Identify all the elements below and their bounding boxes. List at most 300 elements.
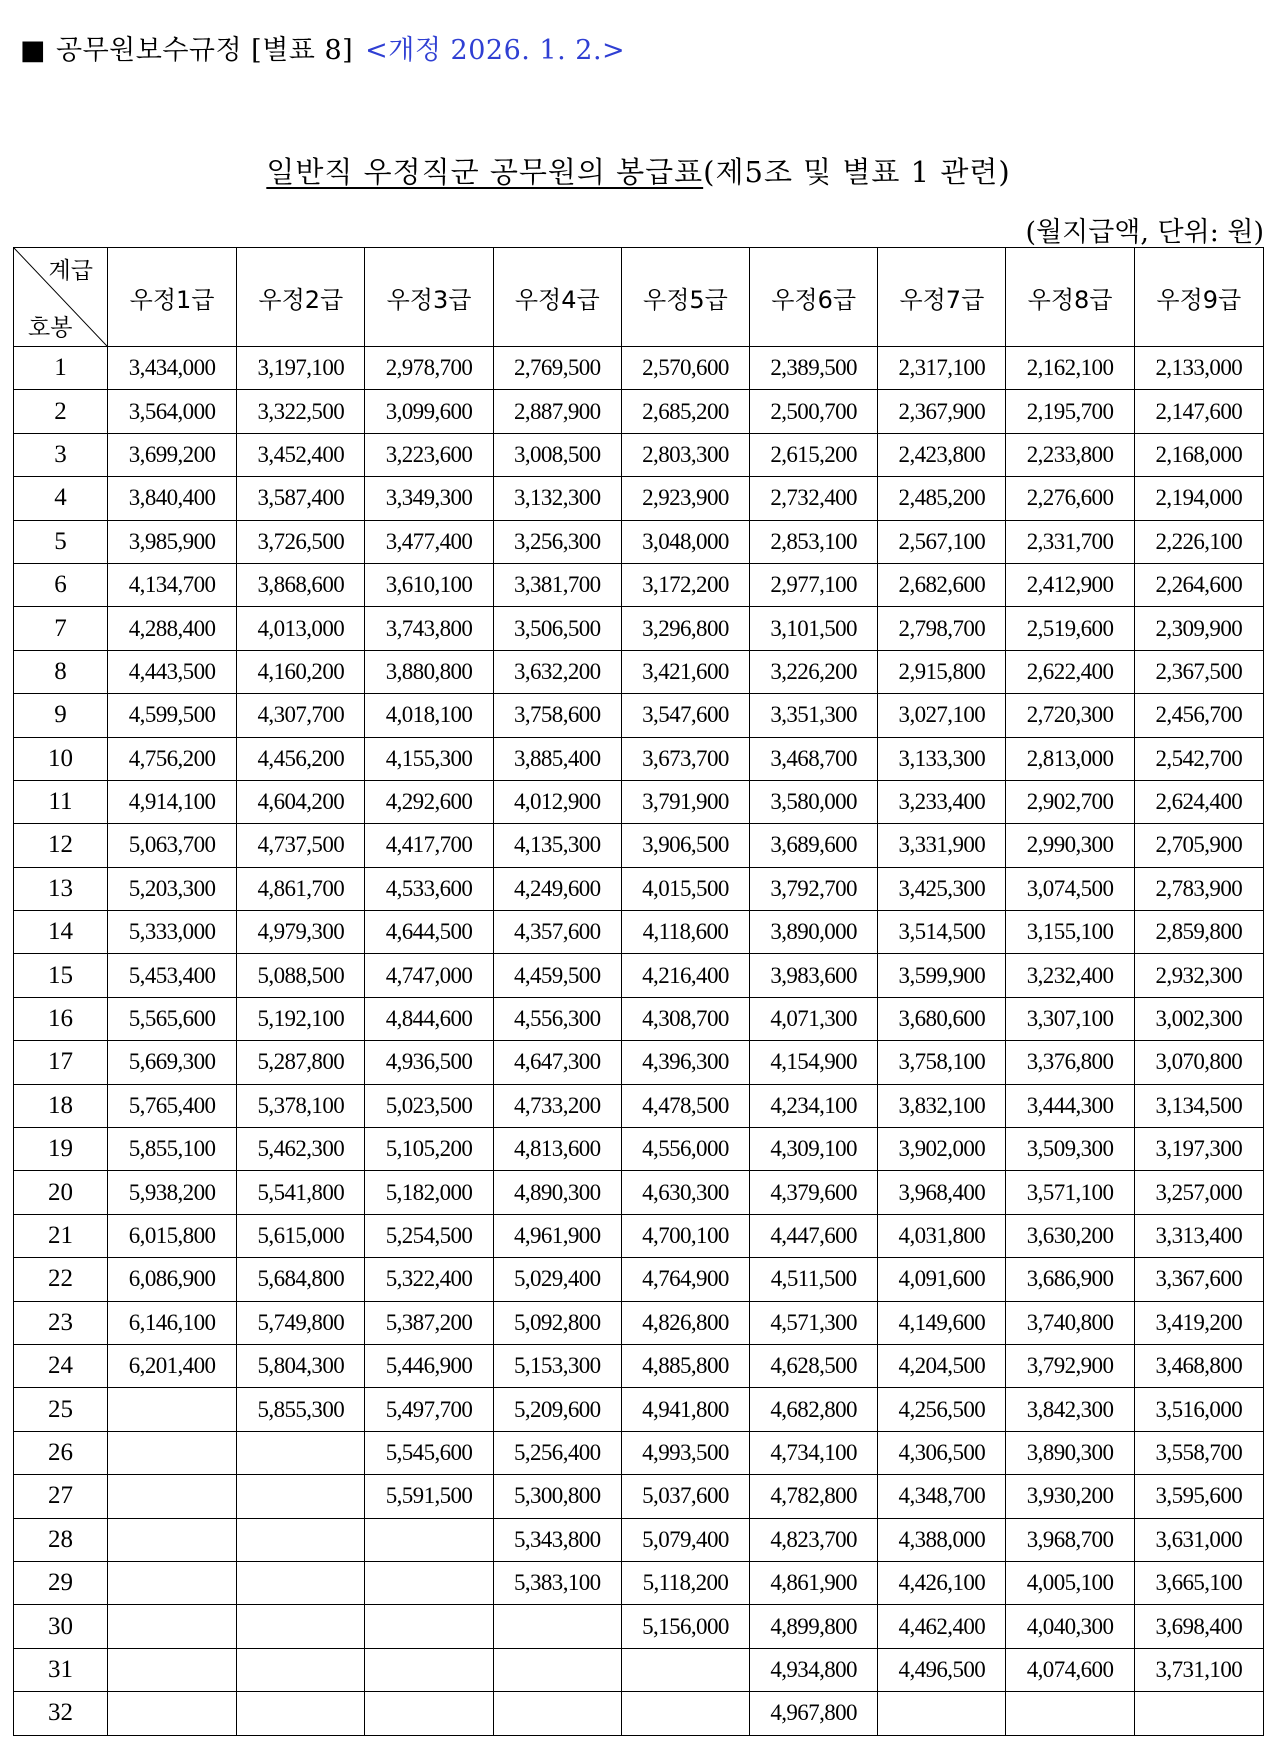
table-row [14,780,1264,823]
salary-cell: 2,615,200 [750,433,878,476]
salary-cell: 2,887,900 [493,390,621,433]
salary-cell: 4,417,700 [365,824,493,867]
column-header-grade-6: 우정6급 [750,248,878,347]
salary-cell: 3,132,300 [493,477,621,520]
salary-cell: 3,296,800 [621,607,749,650]
unit-note: (월지급액, 단위: 원) [1025,217,1264,248]
column-header-grade-7: 우정7급 [878,248,1006,347]
salary-cell: 2,519,600 [1006,607,1134,650]
salary-cell: 3,331,900 [878,824,1006,867]
salary-cell: 4,478,500 [621,1084,749,1127]
salary-cell: 4,135,300 [493,824,621,867]
salary-cell: 3,906,500 [621,824,749,867]
table-row [14,1128,1264,1171]
salary-cell: 4,018,100 [365,694,493,737]
salary-cell: 3,516,000 [1134,1388,1263,1431]
salary-cell: 5,855,300 [237,1388,365,1431]
salary-cell: 3,425,300 [878,867,1006,910]
salary-cell: 5,156,000 [621,1605,749,1648]
salary-cell: 2,485,200 [878,477,1006,520]
salary-cell: 4,782,800 [750,1475,878,1518]
table-row [14,1084,1264,1127]
table-row [14,1041,1264,1084]
salary-cell [107,1648,236,1691]
salary-cell: 3,885,400 [493,737,621,780]
salary-cell: 5,804,300 [237,1344,365,1387]
salary-cell: 3,376,800 [1006,1041,1134,1084]
salary-cell: 4,967,800 [750,1692,878,1735]
step-cell: 5 [14,520,108,563]
salary-cell [237,1518,365,1561]
salary-cell: 3,880,800 [365,650,493,693]
salary-cell: 4,379,600 [750,1171,878,1214]
salary-cell [107,1475,236,1518]
salary-cell: 4,890,300 [493,1171,621,1214]
table-row [14,1171,1264,1214]
salary-cell: 4,496,500 [878,1648,1006,1691]
step-cell: 3 [14,433,108,476]
corner-step-label: 호봉 [28,315,73,341]
salary-cell: 3,074,500 [1006,867,1134,910]
step-cell: 24 [14,1344,108,1387]
step-cell: 32 [14,1692,108,1735]
salary-cell: 3,632,200 [493,650,621,693]
salary-cell: 3,587,400 [237,477,365,520]
table-row [14,563,1264,606]
salary-cell: 4,204,500 [878,1344,1006,1387]
salary-cell: 2,990,300 [1006,824,1134,867]
header-row [14,248,1264,347]
salary-cell: 4,885,800 [621,1344,749,1387]
salary-cell: 5,037,600 [621,1475,749,1518]
salary-cell: 3,419,200 [1134,1301,1263,1344]
table-row [14,1648,1264,1691]
salary-cell: 2,567,100 [878,520,1006,563]
salary-cell: 2,720,300 [1006,694,1134,737]
salary-cell: 3,686,900 [1006,1258,1134,1301]
salary-cell: 4,914,100 [107,780,236,823]
salary-cell [237,1561,365,1604]
salary-cell: 6,015,800 [107,1214,236,1257]
salary-cell: 2,798,700 [878,607,1006,650]
salary-cell: 5,497,700 [365,1388,493,1431]
salary-cell: 5,855,100 [107,1128,236,1171]
salary-cell [1134,1692,1263,1735]
salary-cell: 5,209,600 [493,1388,621,1431]
salary-cell: 3,832,100 [878,1084,1006,1127]
table-row [14,1518,1264,1561]
salary-cell: 5,565,600 [107,997,236,1040]
step-cell: 19 [14,1128,108,1171]
table-row [14,954,1264,997]
salary-cell: 3,792,900 [1006,1344,1134,1387]
salary-cell: 4,979,300 [237,911,365,954]
salary-cell [237,1648,365,1691]
salary-cell: 4,861,900 [750,1561,878,1604]
salary-cell: 2,456,700 [1134,694,1263,737]
salary-cell: 3,509,300 [1006,1128,1134,1171]
salary-cell: 4,993,500 [621,1431,749,1474]
salary-cell: 3,048,000 [621,520,749,563]
salary-cell: 3,758,600 [493,694,621,737]
salary-cell: 4,861,700 [237,867,365,910]
salary-cell: 3,890,000 [750,911,878,954]
salary-cell: 5,256,400 [493,1431,621,1474]
salary-cell: 3,257,000 [1134,1171,1263,1214]
salary-cell: 5,300,800 [493,1475,621,1518]
salary-cell [107,1561,236,1604]
salary-cell: 2,367,900 [878,390,1006,433]
salary-cell: 4,823,700 [750,1518,878,1561]
salary-cell: 4,005,100 [1006,1561,1134,1604]
salary-cell: 3,791,900 [621,780,749,823]
salary-cell: 2,309,900 [1134,607,1263,650]
step-cell: 23 [14,1301,108,1344]
salary-cell: 3,226,200 [750,650,878,693]
column-header-grade-5: 우정5급 [621,248,749,347]
salary-cell: 3,134,500 [1134,1084,1263,1127]
salary-cell: 5,749,800 [237,1301,365,1344]
salary-cell: 5,029,400 [493,1258,621,1301]
table-row [14,390,1264,433]
step-cell: 17 [14,1041,108,1084]
salary-cell: 3,890,300 [1006,1431,1134,1474]
salary-cell [365,1561,493,1604]
salary-cell: 4,443,500 [107,650,236,693]
table-row [14,1692,1264,1735]
salary-cell: 4,154,900 [750,1041,878,1084]
salary-cell: 3,698,400 [1134,1605,1263,1648]
salary-cell: 5,378,100 [237,1084,365,1127]
step-cell: 27 [14,1475,108,1518]
salary-cell: 3,930,200 [1006,1475,1134,1518]
salary-cell: 3,840,400 [107,477,236,520]
salary-cell: 2,331,700 [1006,520,1134,563]
salary-cell: 4,647,300 [493,1041,621,1084]
salary-cell: 3,307,100 [1006,997,1134,1040]
salary-cell: 5,545,600 [365,1431,493,1474]
salary-cell: 3,155,100 [1006,911,1134,954]
salary-cell: 4,700,100 [621,1214,749,1257]
salary-cell: 2,732,400 [750,477,878,520]
salary-table-body [14,347,1264,1736]
salary-cell [107,1431,236,1474]
salary-cell: 3,477,400 [365,520,493,563]
salary-cell: 2,264,600 [1134,563,1263,606]
salary-cell: 5,462,300 [237,1128,365,1171]
salary-cell [237,1431,365,1474]
salary-cell: 3,232,400 [1006,954,1134,997]
salary-cell: 2,682,600 [878,563,1006,606]
salary-cell: 4,599,500 [107,694,236,737]
salary-cell: 3,665,100 [1134,1561,1263,1604]
salary-cell: 2,500,700 [750,390,878,433]
salary-cell: 4,216,400 [621,954,749,997]
salary-cell: 3,197,100 [237,347,365,390]
salary-cell: 3,726,500 [237,520,365,563]
salary-cell: 3,506,500 [493,607,621,650]
table-row [14,1431,1264,1474]
salary-cell: 4,234,100 [750,1084,878,1127]
step-cell: 18 [14,1084,108,1127]
salary-cell: 2,195,700 [1006,390,1134,433]
salary-cell: 5,092,800 [493,1301,621,1344]
salary-cell: 2,423,800 [878,433,1006,476]
salary-cell: 3,595,600 [1134,1475,1263,1518]
salary-cell: 2,923,900 [621,477,749,520]
salary-cell [107,1605,236,1648]
step-cell: 14 [14,911,108,954]
column-header-grade-8: 우정8급 [1006,248,1134,347]
salary-cell: 3,599,900 [878,954,1006,997]
table-row [14,737,1264,780]
salary-cell [237,1475,365,1518]
salary-cell: 5,333,000 [107,911,236,954]
salary-cell: 3,381,700 [493,563,621,606]
salary-cell: 3,842,300 [1006,1388,1134,1431]
step-cell: 16 [14,997,108,1040]
salary-cell [365,1692,493,1735]
salary-cell: 4,306,500 [878,1431,1006,1474]
salary-cell: 3,313,400 [1134,1214,1263,1257]
salary-cell: 2,813,000 [1006,737,1134,780]
salary-cell [493,1648,621,1691]
table-row [14,433,1264,476]
salary-cell: 2,317,100 [878,347,1006,390]
salary-cell: 3,792,700 [750,867,878,910]
salary-cell: 4,149,600 [878,1301,1006,1344]
salary-cell: 3,731,100 [1134,1648,1263,1691]
salary-cell: 4,292,600 [365,780,493,823]
salary-cell: 3,630,200 [1006,1214,1134,1257]
salary-cell: 4,826,800 [621,1301,749,1344]
salary-cell: 3,434,000 [107,347,236,390]
table-row [14,911,1264,954]
salary-cell: 4,733,200 [493,1084,621,1127]
salary-cell: 4,747,000 [365,954,493,997]
column-header-grade-4: 우정4급 [493,248,621,347]
salary-cell: 3,322,500 [237,390,365,433]
table-row [14,1258,1264,1301]
salary-cell: 3,680,600 [878,997,1006,1040]
salary-cell: 5,063,700 [107,824,236,867]
step-cell: 12 [14,824,108,867]
step-cell: 2 [14,390,108,433]
salary-cell: 3,985,900 [107,520,236,563]
salary-cell: 4,934,800 [750,1648,878,1691]
salary-cell: 3,099,600 [365,390,493,433]
salary-cell: 4,682,800 [750,1388,878,1431]
step-cell: 9 [14,694,108,737]
salary-cell: 3,558,700 [1134,1431,1263,1474]
column-header-grade-1: 우정1급 [107,248,236,347]
salary-cell: 2,133,000 [1134,347,1263,390]
salary-cell: 5,079,400 [621,1518,749,1561]
salary-cell: 3,468,800 [1134,1344,1263,1387]
salary-cell: 5,383,100 [493,1561,621,1604]
salary-cell: 4,941,800 [621,1388,749,1431]
step-cell: 4 [14,477,108,520]
table-row [14,1301,1264,1344]
table-row [14,607,1264,650]
step-cell: 13 [14,867,108,910]
salary-cell: 4,071,300 [750,997,878,1040]
regulation-reference: 공무원보수규정 [별표 8] [56,35,354,66]
table-row [14,1561,1264,1604]
salary-cell: 4,459,500 [493,954,621,997]
salary-cell: 3,514,500 [878,911,1006,954]
step-cell: 30 [14,1605,108,1648]
salary-cell [237,1692,365,1735]
salary-cell: 5,153,300 [493,1344,621,1387]
salary-cell: 3,631,000 [1134,1518,1263,1561]
salary-cell: 4,556,300 [493,997,621,1040]
salary-cell: 3,367,600 [1134,1258,1263,1301]
salary-cell: 5,254,500 [365,1214,493,1257]
salary-cell: 4,604,200 [237,780,365,823]
step-cell: 15 [14,954,108,997]
salary-cell: 2,542,700 [1134,737,1263,780]
table-row [14,1214,1264,1257]
salary-cell: 2,977,100 [750,563,878,606]
salary-table [13,247,1264,1736]
salary-cell: 3,070,800 [1134,1041,1263,1084]
salary-cell: 5,446,900 [365,1344,493,1387]
salary-cell: 4,511,500 [750,1258,878,1301]
salary-cell [621,1648,749,1691]
salary-cell: 3,233,400 [878,780,1006,823]
salary-cell: 4,447,600 [750,1214,878,1257]
salary-cell: 4,556,000 [621,1128,749,1171]
salary-cell: 5,182,000 [365,1171,493,1214]
salary-cell: 2,978,700 [365,347,493,390]
table-row [14,650,1264,693]
salary-cell: 4,091,600 [878,1258,1006,1301]
salary-cell: 5,322,400 [365,1258,493,1301]
salary-cell: 3,468,700 [750,737,878,780]
column-header-grade-2: 우정2급 [237,248,365,347]
salary-cell: 5,615,000 [237,1214,365,1257]
salary-cell [493,1605,621,1648]
document-header [20,28,625,67]
salary-cell: 3,699,200 [107,433,236,476]
salary-cell: 4,737,500 [237,824,365,867]
salary-cell: 3,547,600 [621,694,749,737]
column-header-grade-3: 우정3급 [365,248,493,347]
salary-cell: 2,803,300 [621,433,749,476]
salary-cell [365,1648,493,1691]
salary-cell: 3,868,600 [237,563,365,606]
salary-cell: 4,571,300 [750,1301,878,1344]
salary-cell: 4,040,300 [1006,1605,1134,1648]
salary-cell: 2,367,500 [1134,650,1263,693]
salary-cell: 4,013,000 [237,607,365,650]
salary-cell: 5,938,200 [107,1171,236,1214]
salary-cell: 3,968,400 [878,1171,1006,1214]
salary-cell: 3,740,800 [1006,1301,1134,1344]
salary-cell: 5,387,200 [365,1301,493,1344]
table-row [14,347,1264,390]
salary-cell: 3,002,300 [1134,997,1263,1040]
salary-cell: 2,902,700 [1006,780,1134,823]
salary-cell [365,1605,493,1648]
salary-cell: 4,074,600 [1006,1648,1134,1691]
step-cell: 20 [14,1171,108,1214]
step-cell: 8 [14,650,108,693]
salary-cell: 4,533,600 [365,867,493,910]
salary-cell: 4,644,500 [365,911,493,954]
salary-cell: 4,961,900 [493,1214,621,1257]
salary-cell: 4,899,800 [750,1605,878,1648]
salary-cell: 5,669,300 [107,1041,236,1084]
table-row [14,824,1264,867]
title-main: 일반직 우정직군 공무원의 봉급표 [266,155,704,189]
salary-cell: 4,628,500 [750,1344,878,1387]
salary-cell: 3,983,600 [750,954,878,997]
salary-cell: 2,570,600 [621,347,749,390]
salary-cell: 2,932,300 [1134,954,1263,997]
salary-cell: 4,348,700 [878,1475,1006,1518]
salary-cell: 3,968,700 [1006,1518,1134,1561]
salary-cell: 3,349,300 [365,477,493,520]
salary-cell: 3,223,600 [365,433,493,476]
title-reference: (제5조 및 별표 1 관련) [703,155,1011,189]
salary-cell: 6,146,100 [107,1301,236,1344]
table-row [14,1475,1264,1518]
salary-cell: 3,743,800 [365,607,493,650]
salary-cell: 3,008,500 [493,433,621,476]
salary-cell: 3,758,100 [878,1041,1006,1084]
salary-cell: 2,783,900 [1134,867,1263,910]
salary-cell: 2,859,800 [1134,911,1263,954]
salary-cell: 4,630,300 [621,1171,749,1214]
salary-cell: 4,936,500 [365,1041,493,1084]
step-cell: 31 [14,1648,108,1691]
salary-cell: 2,769,500 [493,347,621,390]
salary-cell: 2,685,200 [621,390,749,433]
salary-cell: 5,765,400 [107,1084,236,1127]
step-cell: 21 [14,1214,108,1257]
salary-cell [107,1388,236,1431]
salary-cell: 2,389,500 [750,347,878,390]
step-cell: 28 [14,1518,108,1561]
table-row [14,1344,1264,1387]
salary-cell [493,1692,621,1735]
corner-header-cell [14,248,108,347]
salary-cell: 2,915,800 [878,650,1006,693]
salary-cell: 4,756,200 [107,737,236,780]
salary-cell: 5,088,500 [237,954,365,997]
salary-cell: 5,541,800 [237,1171,365,1214]
salary-cell [107,1692,236,1735]
salary-cell: 6,201,400 [107,1344,236,1387]
salary-cell: 5,192,100 [237,997,365,1040]
salary-cell: 2,624,400 [1134,780,1263,823]
salary-cell: 4,357,600 [493,911,621,954]
salary-cell: 4,388,000 [878,1518,1006,1561]
salary-cell: 4,118,600 [621,911,749,954]
salary-cell [237,1605,365,1648]
salary-cell: 4,031,800 [878,1214,1006,1257]
salary-cell: 3,452,400 [237,433,365,476]
column-header-grade-9: 우정9급 [1134,248,1263,347]
salary-cell: 4,396,300 [621,1041,749,1084]
step-cell: 29 [14,1561,108,1604]
step-cell: 22 [14,1258,108,1301]
step-cell: 6 [14,563,108,606]
salary-cell: 2,168,000 [1134,433,1263,476]
table-title [0,150,1277,191]
